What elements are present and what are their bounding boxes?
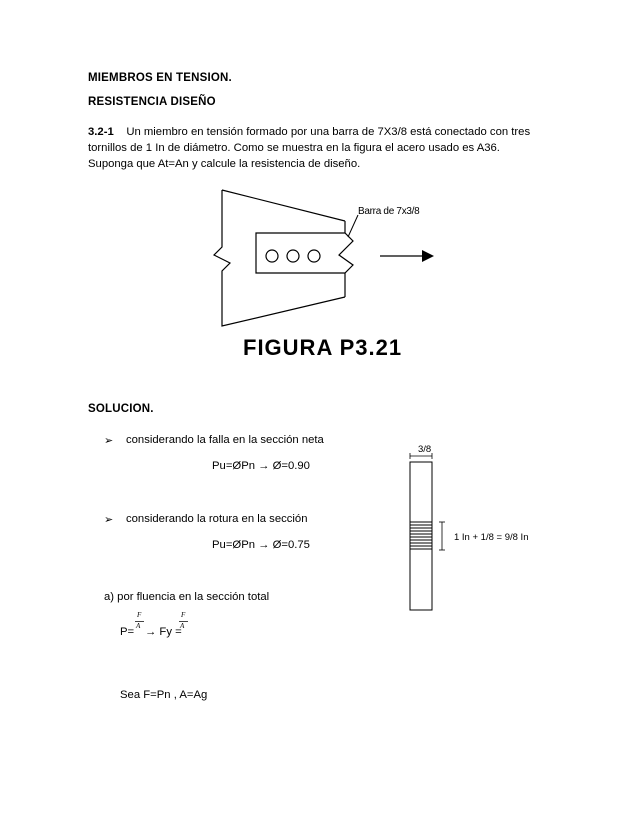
item2-formula: Pu=ØPn → Ø=0.75 <box>212 539 310 551</box>
bolt-hole-2 <box>287 250 299 262</box>
item2-text: considerando la rotura en la sección <box>126 513 308 525</box>
cross-section-figure <box>400 452 460 612</box>
section-height-label: 1 In + 1/8 = 9/8 In <box>454 532 529 543</box>
load-arrow-head <box>422 250 434 262</box>
item1-formula: Pu=ØPn → Ø=0.90 <box>212 460 310 472</box>
sea-line: Sea F=Pn , A=Ag <box>120 689 208 701</box>
solution-heading: SOLUCION. <box>88 403 154 415</box>
frac1-numerator: F <box>137 611 142 619</box>
problem-line-2: tornillos de 1 In de diámetro. Como se muestra en la figura el acero usado es A36. <box>88 142 500 154</box>
document-subtitle: RESISTENCIA DISEÑO <box>88 96 216 108</box>
connection-figure <box>200 185 460 335</box>
bullet-icon: ➢ <box>104 514 114 526</box>
problem-number: 3.2-1 <box>88 126 114 138</box>
bolt-hole-1 <box>266 250 278 262</box>
bolt-hole-3 <box>308 250 320 262</box>
problem-text-1: Un miembro en tensión formado por una barra de 7X3/8 está conectado con tres <box>126 126 531 138</box>
frac1-denominator: A <box>136 622 141 630</box>
problem-line-3: Suponga que At=An y calcule la resistencia de diseño. <box>88 158 361 170</box>
frac2-denominator: A <box>180 622 185 630</box>
label-leader <box>348 215 358 237</box>
document-title: MIEMBROS EN TENSION. <box>88 72 232 84</box>
problem-line-1 <box>88 124 530 140</box>
bullet-icon: ➢ <box>104 435 114 447</box>
figure-caption: FIGURA P3.21 <box>243 335 403 360</box>
frac2-numerator: F <box>181 611 186 619</box>
section-width-label: 3/8 <box>418 444 432 455</box>
formula-p-label: P= <box>120 626 135 638</box>
item1-text: considerando la falla en la sección neta <box>126 434 324 446</box>
formula-fy-label: → Fy = <box>145 626 182 638</box>
part-a-text: a) por fluencia en la sección total <box>104 591 270 603</box>
section-bar <box>410 462 432 610</box>
bar-label: Barra de 7x3/8 <box>358 206 420 217</box>
